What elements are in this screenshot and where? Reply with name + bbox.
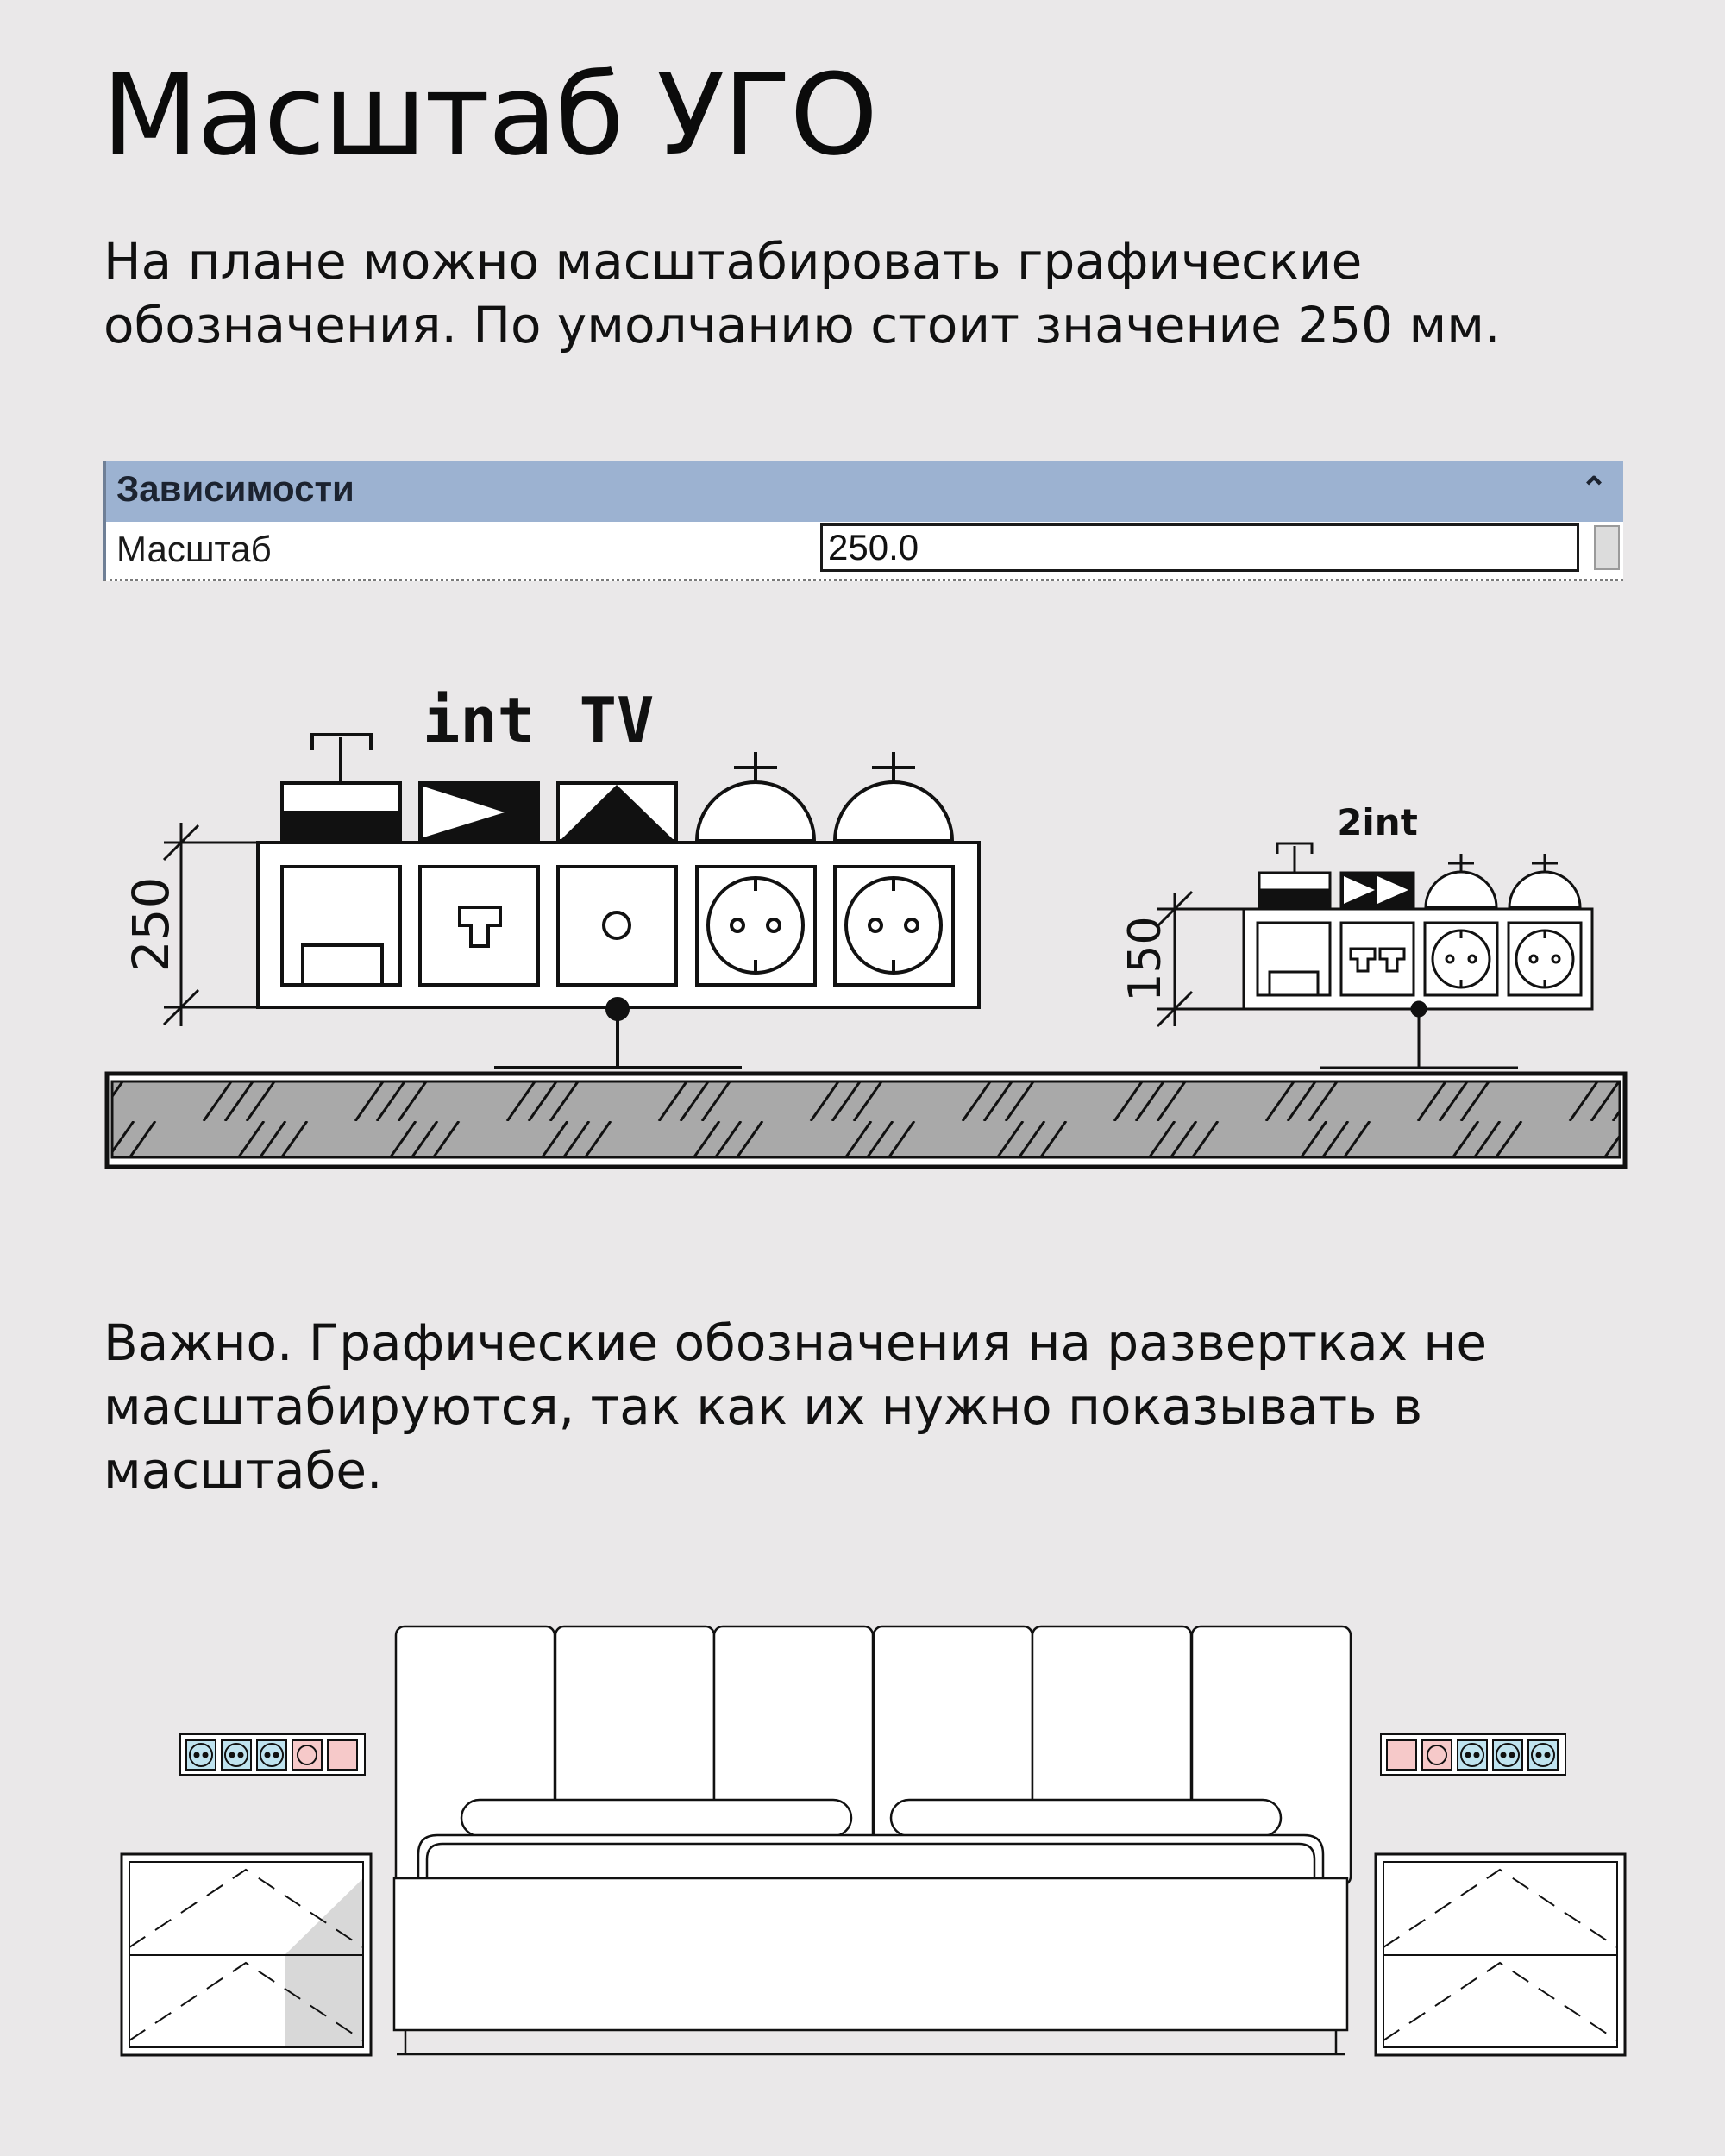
small-power-module-2 [1509,923,1581,995]
outlet-strip-right [1381,1734,1565,1775]
scale-label: Масштаб [116,529,272,569]
small-network-module [1258,923,1330,995]
collapse-icon[interactable]: ⌃ [1580,472,1608,508]
network-socket-symbol [282,735,400,841]
small-power-module-1 [1425,923,1497,995]
bed-elevation [394,1626,1351,2054]
tv-module [558,867,676,985]
bed-base [394,1878,1347,2030]
phone-module [420,867,538,985]
power-socket-symbol-1 [697,752,814,841]
pillow-right [891,1800,1281,1836]
tv-label: TV [579,684,655,756]
nightstand-left [122,1854,371,2055]
power-socket-module-2 [835,867,953,985]
small-network-symbol [1259,843,1330,907]
small-power-symbol-2 [1509,854,1580,907]
small-outlet-block [1244,909,1592,1068]
wall-section [107,1074,1625,1167]
outlet-strip-left [180,1734,365,1775]
small-internet-symbol [1341,873,1414,907]
internet-label: int [422,684,536,756]
power-socket-symbol-2 [835,752,952,841]
nightstand-right [1376,1854,1625,2055]
small-internet-label: 2int [1337,801,1418,843]
tv-socket-symbol [558,783,676,841]
dimension-250-label: 250 [122,876,180,973]
large-outlet-block [258,843,979,1068]
pillow-left [461,1800,851,1836]
small-internet-module [1341,923,1414,995]
small-power-symbol-1 [1426,854,1496,907]
internet-socket-symbol [420,783,538,841]
properties-group-label: Зависимости [116,468,354,509]
power-socket-module-1 [697,867,815,985]
page-title: Масштаб УГО [102,49,876,180]
note-text: Важно. Графические обозначения на развертках не масштабируются, так как их нужно показывать в масштабе. [104,1313,1488,1500]
mattress [418,1835,1323,1878]
intro-text: На плане можно масштабировать графические обозначения. По умолчанию стоит значение 250 мм. [104,232,1501,354]
small-block-symbols [1259,843,1580,907]
dimension-150-label: 150 [1120,916,1171,1002]
network-module [282,867,400,985]
